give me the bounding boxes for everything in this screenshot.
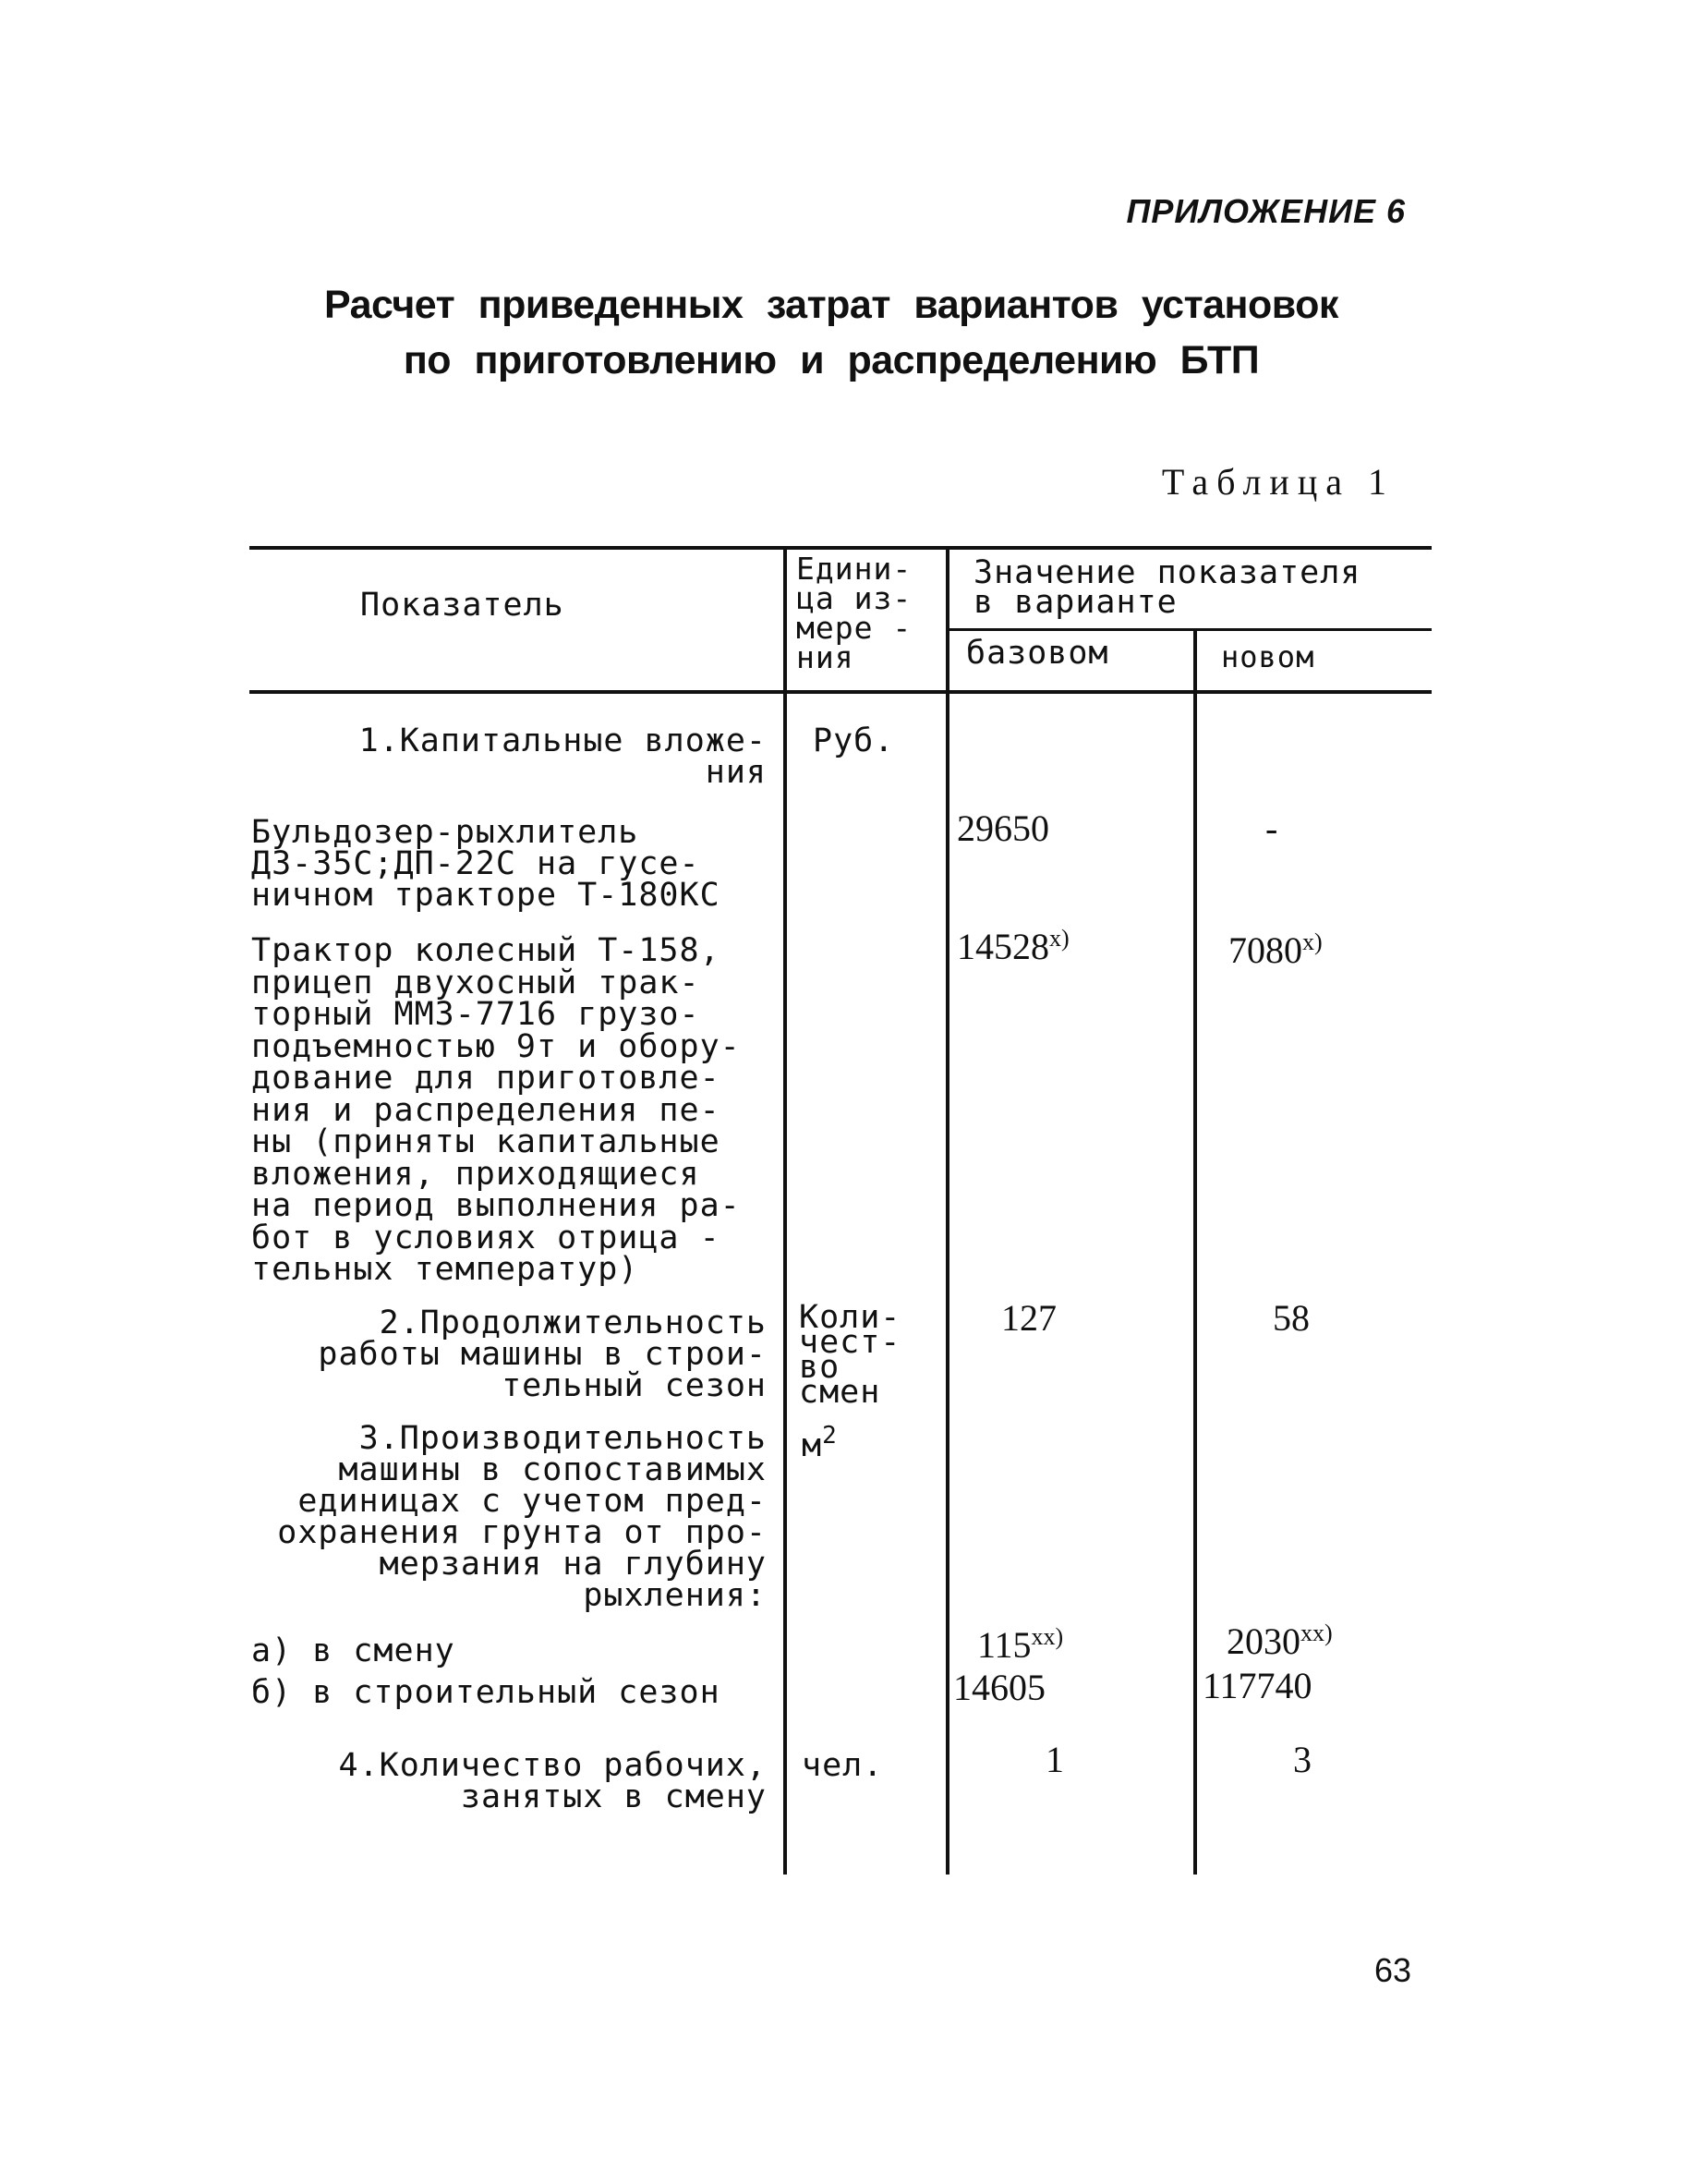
title-line-2: по приготовлению и распределению БТП bbox=[403, 338, 1260, 382]
row-tractor-base-footnote: x) bbox=[1049, 925, 1070, 952]
row-tractor-new: 7080$^{x)}$ bbox=[1228, 928, 1323, 971]
row-per-season-label: б) в строительный сезон bbox=[251, 1674, 720, 1711]
column-divider-2 bbox=[946, 546, 949, 1875]
column-divider-1 bbox=[783, 546, 787, 1875]
row-duration-unit: Коли- чест- во смен bbox=[799, 1299, 901, 1411]
row-per-shift-new: 2030$^{xx)}$ bbox=[1227, 1620, 1333, 1662]
title-line-1: Расчет приведенных затрат вариантов установок bbox=[324, 283, 1338, 327]
row-capital-label: 1.Капитальные вложе- ния bbox=[358, 722, 767, 791]
table-top-rule bbox=[249, 546, 1432, 550]
row-capital-unit: Руб. bbox=[813, 722, 895, 759]
row-tractor-new-footnote: x) bbox=[1302, 928, 1323, 955]
row-workers-label: 4.Количество рабочих, занятых в смену bbox=[338, 1747, 767, 1815]
header-unit: Едини- ца из- мере - ния bbox=[796, 551, 913, 675]
row-bulldozer-base: 29650 bbox=[957, 807, 1049, 849]
row-tractor-base: 14528$^{x)}$ bbox=[957, 925, 1070, 967]
page-number: 63 bbox=[1374, 1951, 1412, 1989]
row-productivity-label: 3.Производительность машины в сопоставимых единицах с учетом пред- охранения грунта от про- мерзания на глубину рыхления: bbox=[277, 1420, 767, 1614]
row-bulldozer-new: - bbox=[1265, 807, 1278, 849]
header-new: новом bbox=[1221, 639, 1315, 674]
row-workers-new: 3 bbox=[1293, 1739, 1312, 1780]
row-productivity-unit: $м^2$ bbox=[802, 1422, 838, 1464]
row-bulldozer-label: Бульдозер-рыхлитель ДЗ-35С;ДП-22С на гусе- ничном тракторе Т-180КС bbox=[251, 814, 720, 914]
row-duration-base: 127 bbox=[1001, 1297, 1057, 1339]
row-per-shift-label: а) в смену bbox=[251, 1632, 455, 1669]
document-title bbox=[277, 277, 1385, 388]
row-workers-base: 1 bbox=[1046, 1739, 1064, 1780]
column-divider-3 bbox=[1193, 628, 1197, 1875]
table-label: Таблица 1 bbox=[1161, 461, 1395, 503]
row-productivity-unit-power: 2 bbox=[822, 1422, 838, 1450]
header-indicator: Показатель bbox=[360, 587, 564, 624]
row-duration-label: 2.Продолжительность работы машины в строи- тельный сезон bbox=[318, 1304, 767, 1404]
row-workers-unit: чел. bbox=[802, 1747, 884, 1784]
header-value-group: Значение показателя в варианте bbox=[974, 554, 1361, 621]
row-per-shift-base: 115$^{xx)}$ bbox=[977, 1623, 1064, 1666]
row-duration-new: 58 bbox=[1273, 1297, 1310, 1339]
row-per-season-base: 14605 bbox=[953, 1667, 1046, 1708]
header-subrule bbox=[948, 628, 1432, 631]
header-base: базовом bbox=[966, 635, 1109, 672]
row-per-shift-base-footnote: xx) bbox=[1031, 1623, 1064, 1650]
row-per-shift-new-footnote: xx) bbox=[1300, 1620, 1333, 1646]
row-tractor-label: Трактор колесный Т-158, прицеп двухосный трак- торный ММЗ-7716 грузо- подъемностью 9т и обору- дование для приготовле- ния и распределения пе- ны (приняты капитальные вложения, приходящиеся на период выполнения ра- бот в условиях отрица - тельных температур) bbox=[251, 932, 741, 1288]
appendix-label: ПРИЛОЖЕНИЕ 6 bbox=[1126, 192, 1406, 230]
header-bottom-rule bbox=[249, 690, 1432, 694]
row-per-season-new: 117740 bbox=[1203, 1665, 1312, 1706]
